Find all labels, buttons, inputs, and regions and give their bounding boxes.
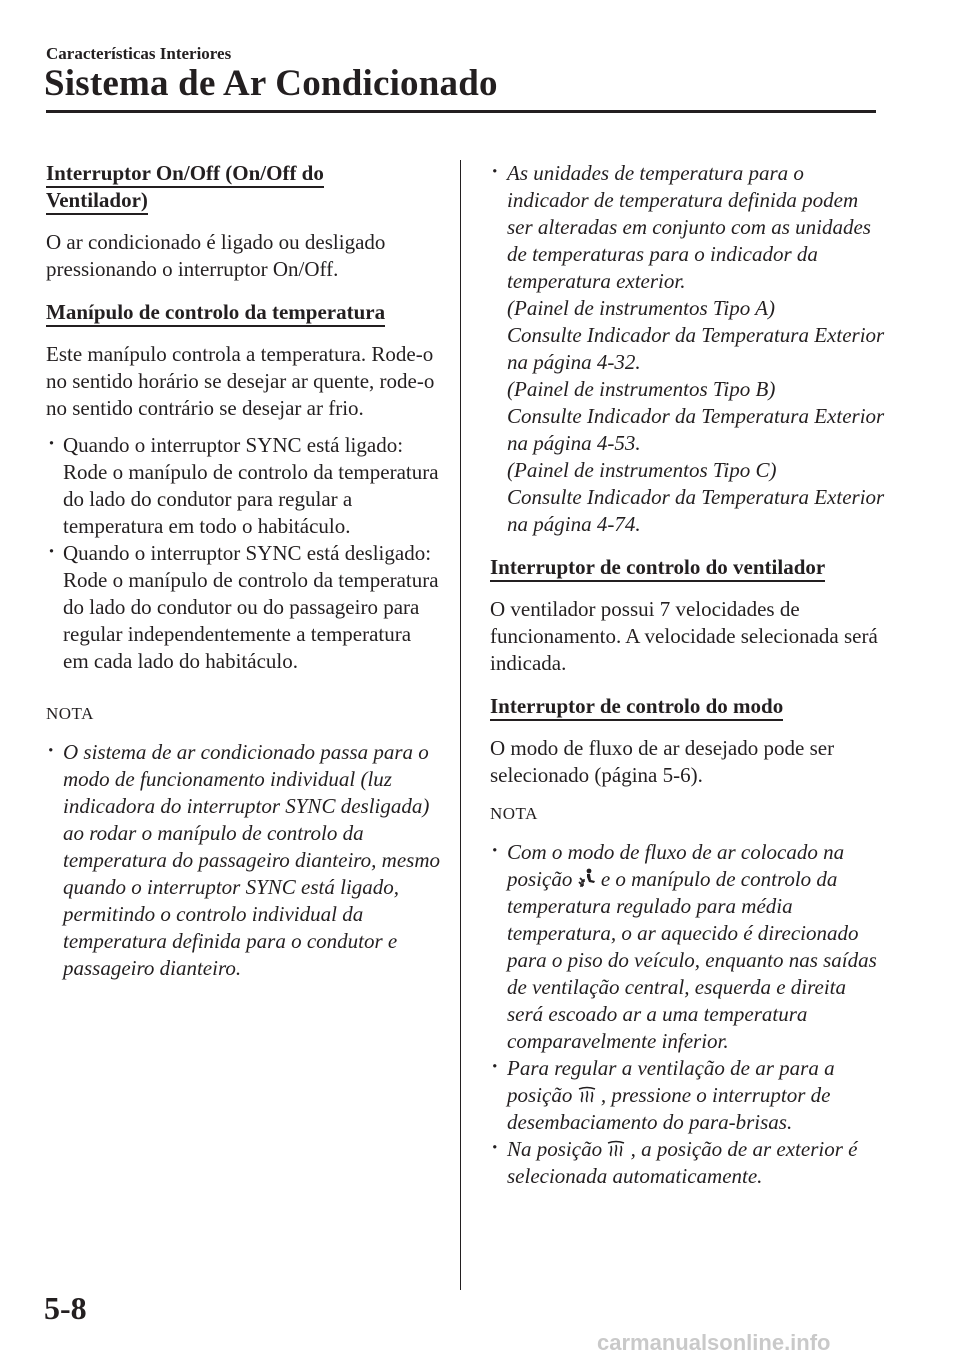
heading-temperature-knob: Manípulo de controlo da temperatura [46, 299, 441, 329]
watermark: carmanualsonline.info [597, 1330, 831, 1355]
heading-mode-control: Interruptor de controlo do modo [490, 693, 885, 723]
sync-bullet-list [46, 432, 441, 675]
floor-vent-icon [578, 868, 596, 888]
paragraph-on-off: O ar condicionado é ligado ou desligado pressionando o interruptor On/Off. [46, 230, 386, 281]
heading-fan-control: Interruptor de controlo do ventilador [490, 554, 885, 584]
list-item: · O sistema de ar condicionado passa para o modo de funcionamento individual (luz indicadora do interruptor SYNC desligada) ao rodar o manípulo de controlo da temperatura do passageiro dianteiro, mesmo quando o interruptor SYNC está ligado, permitindo o controlo individual da temperatura definida para o condutor e passageiro dianteiro. [46, 739, 441, 982]
list-item: · Na posição , a posição de ar exterior é selecionada automaticamente. [490, 1136, 885, 1190]
paragraph-fan-control: O ventilador possui 7 velocidades de funcionamento. A velocidade selecionada será indicada. [490, 597, 878, 675]
note-list [490, 839, 885, 1190]
windshield-defrost-icon [578, 1086, 596, 1104]
paragraph-mode-control: O modo de fluxo de ar desejado pode ser selecionado (página 5-6). [490, 736, 835, 787]
paragraph-temperature-knob: Este manípulo controla a temperatura. Rode-o no sentido horário se desejar ar quente, rode-o no sentido contrário se desejar ar frio. [46, 342, 435, 420]
note-list [46, 739, 441, 982]
list-item: · Com o modo de fluxo de ar colocado na posição e o manípulo de controlo da temperatura regulado para média temperatura, o ar aquecido é direcionado para o piso do veículo, enquanto nas saídas de ventilação central, esquerda e direita será escoado ar a uma temperatura comparavelmente inferior. [490, 839, 885, 1055]
section-label: Características Interiores [46, 44, 232, 63]
page-number: 5-8 [44, 1290, 87, 1326]
list-item: · Para regular a ventilação de ar para a posição , pressione o interruptor de desembaciamento do para-brisas. [490, 1055, 885, 1136]
heading-on-off-switch: Interruptor On/Off (On/Off do Ventilador) [46, 160, 346, 217]
list-item: · Quando o interruptor SYNC está ligado: Rode o manípulo de controlo da temperatura do lado do condutor para regular a temperatura em todo o habitáculo. [46, 432, 441, 540]
list-item: · As unidades de temperatura para o indicador de temperatura definida podem ser alteradas em conjunto com as unidades de temperaturas para o indicador da temperatura exterior. (Painel de instrumentos Tipo A) Consulte Indicador da Temperatura Exterior na página 4-32. (Painel de instrumentos Tipo B) Consulte Indicador da Temperatura Exterior na página 4-53. (Painel de instrumentos Tipo C) Consulte Indicador da Temperatura Exterior na página 4-74. [490, 160, 885, 538]
column-divider [460, 160, 461, 1290]
header-rule [46, 110, 876, 113]
left-column [46, 160, 441, 982]
windshield-defrost-icon [607, 1140, 625, 1158]
page-title: Sistema de Ar Condicionado [44, 63, 498, 104]
note-label: NOTA [490, 804, 538, 823]
note-list-continued [490, 160, 885, 538]
right-column [490, 160, 885, 1190]
list-item: · Quando o interruptor SYNC está desligado: Rode o manípulo de controlo da temperatura do lado do condutor ou do passageiro para regular independentemente a temperatura em cada lado do habitáculo. [46, 540, 441, 675]
note-label: NOTA [46, 704, 94, 723]
